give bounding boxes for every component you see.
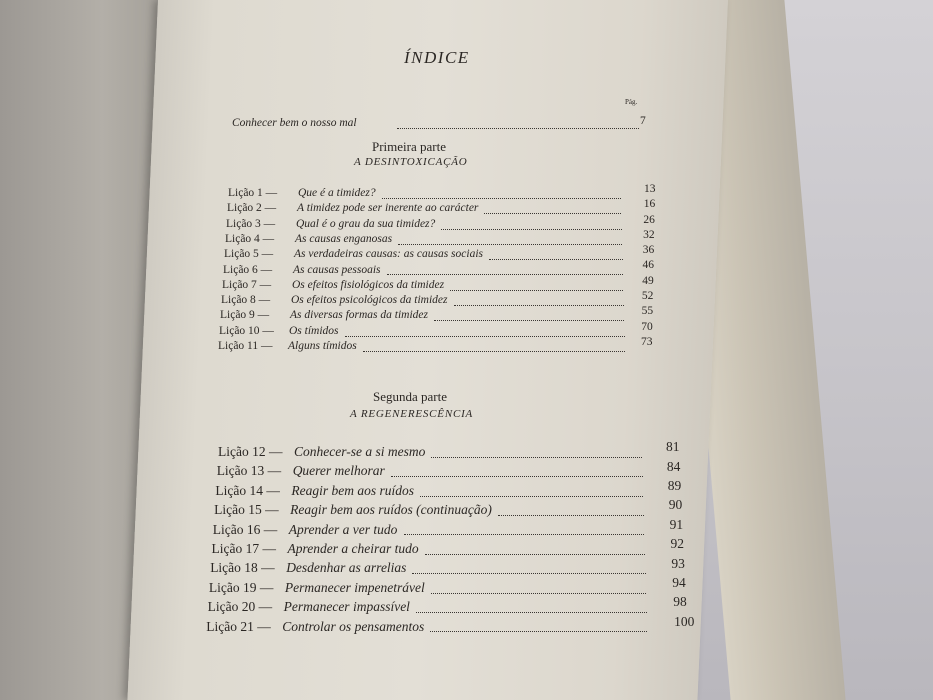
leader-dots xyxy=(398,244,622,245)
lesson-label: Lição 4 — xyxy=(225,232,275,245)
lesson-page: 100 xyxy=(674,613,695,629)
lesson-label: Lição 5 — xyxy=(224,248,274,261)
lesson-entry xyxy=(206,613,706,637)
lesson-label: Lição 11 — xyxy=(218,340,273,352)
lesson-title: As diversas formas da timidez xyxy=(290,309,428,322)
lesson-label: Lição 20 — xyxy=(207,599,273,615)
leader-dots xyxy=(404,534,645,535)
leader-dots xyxy=(450,290,623,291)
lesson-entry xyxy=(224,244,664,264)
leader-dots xyxy=(434,320,624,321)
lesson-label: Lição 1 — xyxy=(228,187,278,199)
lesson-page: 32 xyxy=(643,228,655,241)
lesson-page: 36 xyxy=(642,244,655,257)
leader-dots xyxy=(431,593,646,594)
lesson-page: 98 xyxy=(673,594,687,610)
lesson-title: Os tímidos xyxy=(289,324,339,337)
lesson-label: Lição 9 — xyxy=(220,309,270,322)
lesson-page: 90 xyxy=(668,497,683,513)
lesson-page: 94 xyxy=(672,575,686,591)
lesson-title: As causas enganosas xyxy=(295,232,393,245)
lesson-page: 89 xyxy=(667,478,682,494)
intro-entry xyxy=(232,117,652,131)
lesson-title: Alguns tímidos xyxy=(288,340,357,352)
part2-heading: Segunda parte xyxy=(373,389,448,404)
lesson-title: Qual é o grau da sua timidez? xyxy=(296,217,436,230)
lesson-entry xyxy=(222,274,662,295)
lesson-label: Lição 10 — xyxy=(219,324,274,337)
lesson-entry xyxy=(227,198,667,218)
lesson-entry xyxy=(220,305,660,325)
lesson-label: Lição 3 — xyxy=(226,217,276,230)
lesson-title: Os efeitos psicológicos da timidez xyxy=(291,294,448,307)
leader-dots xyxy=(430,631,647,632)
leader-dots xyxy=(412,573,645,574)
lesson-label: Lição 16 — xyxy=(212,521,278,537)
lesson-page: 93 xyxy=(671,555,685,571)
lesson-page: 91 xyxy=(669,516,684,532)
leader-dots xyxy=(387,274,623,275)
leader-dots xyxy=(484,213,621,214)
lesson-entry xyxy=(218,335,658,356)
lesson-title: Permanecer impenetrável xyxy=(284,579,425,595)
lesson-label: Lição 19 — xyxy=(208,579,274,595)
lesson-page: 26 xyxy=(643,213,655,226)
lesson-entry xyxy=(211,536,712,559)
lesson-entry xyxy=(219,320,659,341)
lesson-page: 81 xyxy=(666,439,680,455)
lesson-title: Reagir bem aos ruídos (continuação) xyxy=(290,502,492,518)
lesson-entry xyxy=(226,213,666,234)
leader-dots xyxy=(420,496,643,497)
lesson-label: Lição 18 — xyxy=(210,560,275,576)
lesson-title: Desdenhar as arrelias xyxy=(286,560,407,576)
lesson-label: Lição 13 — xyxy=(216,463,282,479)
lesson-label: Lição 21 — xyxy=(206,618,271,634)
lesson-title: A timidez pode ser inerente ao carácter xyxy=(297,202,479,215)
leader-dots xyxy=(498,515,644,516)
lesson-page: 70 xyxy=(641,320,653,333)
lesson-title: Controlar os pensamentos xyxy=(282,618,425,634)
lesson-entry xyxy=(207,594,708,617)
lesson-title: Os efeitos fisiológicos da timidez xyxy=(292,278,445,291)
lesson-page: 73 xyxy=(641,335,653,348)
lesson-page: 13 xyxy=(644,182,656,195)
lesson-entry xyxy=(215,478,715,501)
lesson-label: Lição 7 — xyxy=(222,278,272,291)
leader-dots xyxy=(425,554,646,555)
lesson-page: 55 xyxy=(641,305,654,318)
lesson-title: As verdadeiras causas: as causas sociais xyxy=(294,248,483,261)
lesson-label: Lição 14 — xyxy=(215,482,280,498)
leader-dots xyxy=(489,259,623,260)
lesson-page: 84 xyxy=(666,458,681,474)
lesson-entry xyxy=(218,439,718,462)
lesson-title: Que é a timidez? xyxy=(298,187,376,199)
lesson-page: 49 xyxy=(642,274,654,287)
lesson-title: As causas pessoais xyxy=(293,263,381,276)
lesson-title: Conhecer-se a si mesmo xyxy=(294,444,426,459)
leader-dots xyxy=(391,476,643,477)
lesson-page: 16 xyxy=(643,198,656,211)
part1-heading: Primeira parte xyxy=(372,139,446,154)
lesson-page: 92 xyxy=(670,536,684,552)
leader-dots xyxy=(397,128,639,129)
lesson-entry xyxy=(216,458,717,481)
lesson-title: Aprender a ver tudo xyxy=(288,521,398,537)
intro-title: Conhecer bem o nosso mal xyxy=(232,117,357,129)
index-title: ÍNDICE xyxy=(404,48,470,67)
lesson-title: Reagir bem aos ruídos xyxy=(291,482,415,498)
lesson-entry xyxy=(214,497,714,520)
lesson-entry xyxy=(228,182,668,203)
lesson-page: 46 xyxy=(642,259,654,272)
leader-dots xyxy=(345,336,625,337)
lesson-label: Lição 17 — xyxy=(211,541,276,556)
page-column-label: Pág. xyxy=(625,98,638,106)
lesson-label: Lição 15 — xyxy=(214,502,279,518)
leader-dots xyxy=(441,229,622,230)
lesson-label: Lição 6 — xyxy=(223,263,273,276)
lesson-entry xyxy=(221,290,661,310)
lesson-page: 52 xyxy=(641,290,654,303)
lesson-label: Lição 8 — xyxy=(221,294,271,307)
intro-page: 7 xyxy=(640,115,646,127)
leader-dots xyxy=(454,305,624,306)
lesson-label: Lição 2 — xyxy=(227,202,277,215)
part1-subtitle: A DESINTOXICAÇÃO xyxy=(354,156,468,168)
lesson-entry xyxy=(223,259,663,280)
leader-dots xyxy=(382,198,621,199)
lesson-entry xyxy=(208,575,709,598)
lesson-title: Querer melhorar xyxy=(292,463,385,479)
leader-dots xyxy=(416,612,647,613)
leader-dots xyxy=(431,457,642,458)
lesson-title: Permanecer impassível xyxy=(283,599,410,615)
lesson-entry xyxy=(212,516,713,540)
lesson-title: Aprender a cheirar tudo xyxy=(287,541,419,556)
leader-dots xyxy=(363,351,625,352)
part2-subtitle: A REGENERESCÊNCIA xyxy=(350,408,474,420)
lesson-entry xyxy=(225,228,665,249)
lesson-entry xyxy=(210,555,710,578)
lesson-label: Lição 12 — xyxy=(218,444,283,459)
